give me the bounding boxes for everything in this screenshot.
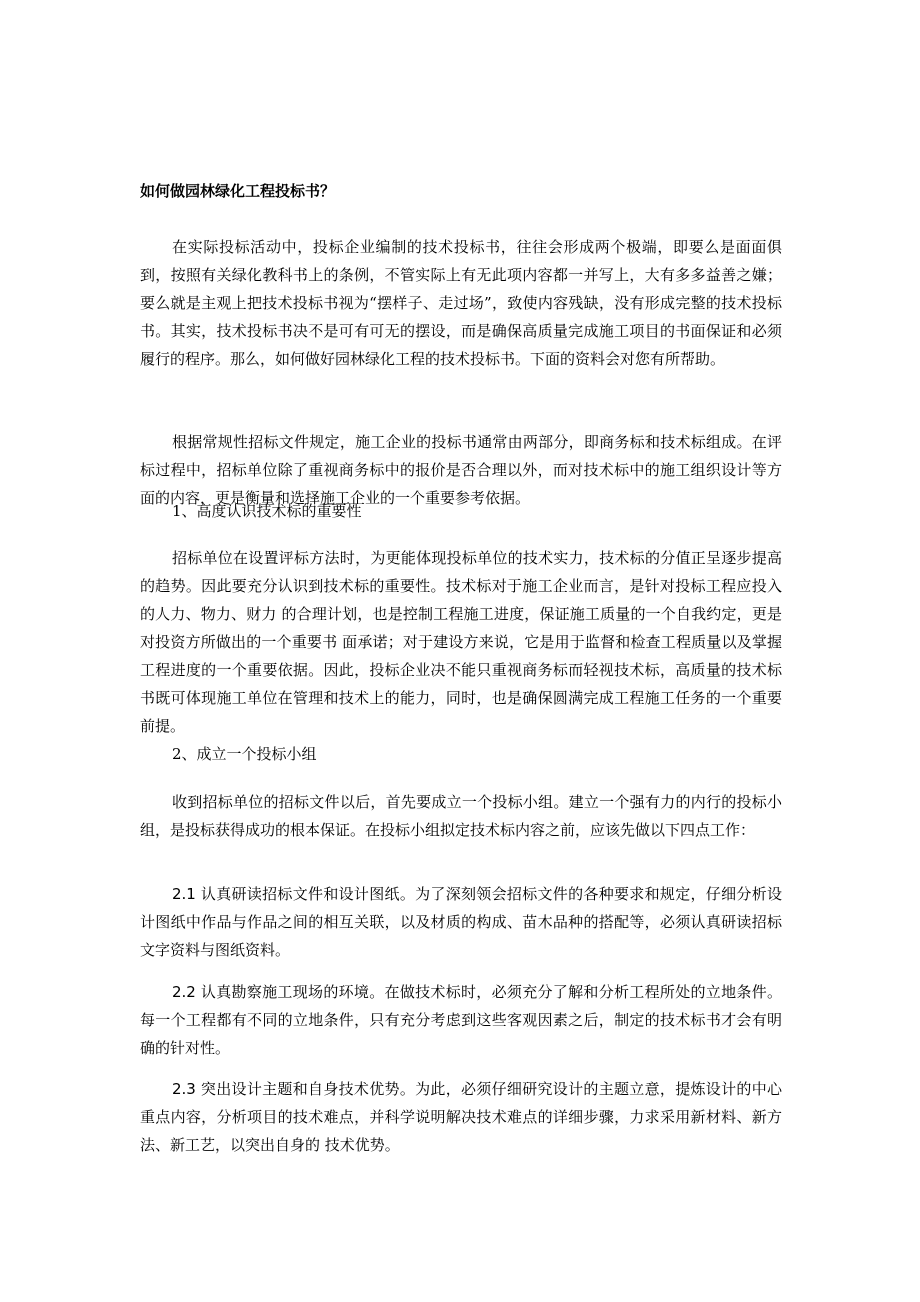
item-2-1-number: 2.1: [172, 885, 196, 903]
item-2-1-paragraph: [140, 880, 782, 964]
section-1-heading: 1、高度认识技术标的重要性: [172, 502, 362, 520]
intro-paragraph-2: 根据常规性招标文件规定，施工企业的投标书通常由两部分，即商务标和技术标组成。在评标过程中，招标单位除了重视商务标中的报价是否合理以外，而对技术标中的施工组织设计等方面的内容，更是衡量和选择施工企业的一个重要参考依据。: [140, 433, 782, 507]
item-2-2-paragraph: [140, 978, 782, 1062]
item-2-3-number: 2.3: [172, 1080, 196, 1098]
document-title: 如何做园林绿化工程投标书？: [140, 182, 336, 200]
item-2-1-text: 认真研读招标文件和设计图纸。为了深刻领会招标文件的各种要求和规定，仔细分析设计图纸中作品与作品之间的相互关联，以及材质的构成、苗木品种的搭配等，必须认真研读招标文字资料与图纸资料。: [140, 885, 782, 959]
section-2-heading: 2、成立一个投标小组: [172, 745, 317, 763]
item-2-2-text: 认真勘察施工现场的环境。在做技术标时，必须充分了解和分析工程所处的立地条件。每一个工程都有不同的立地条件，只有充分考虑到这些客观因素之后，制定的技术标书才会有明确的针对性。: [140, 983, 782, 1057]
item-2-3-text: 突出设计主题和自身技术优势。为此，必须仔细研究设计的主题立意，提炼设计的中心重点内容，分析项目的技术难点，并科学说明解决技术难点的详细步骤，力求采用新材料、新方法、新工艺，以突出自身的 技术优势。: [140, 1080, 782, 1154]
intro-paragraph-1: 在实际投标活动中，投标企业编制的技术投标书，往往会形成两个极端，即要么是面面俱到，按照有关绿化教科书上的条例，不管实际上有无此项内容都一并写上，大有多多益善之嫌；要么就是主观上把技术投标书视为“摆样子、走过场”，致使内容残缺，没有形成完整的技术投标书。其实，技术投标书决不是可有可无的摆设，而是确保高质量完成施工项目的书面保证和必须履行的程序。那么，如何做好园林绿化工程的技术投标书。下面的资料会对您有所帮助。: [140, 238, 782, 368]
section-2-paragraph: 收到招标单位的招标文件以后，首先要成立一个投标小组。建立一个强有力的内行的投标小组，是投标获得成功的根本保证。在投标小组拟定技术标内容之前，应该先做以下四点工作：: [140, 793, 782, 839]
section-1-paragraph: 招标单位在设置评标方法时，为更能体现投标单位的技术实力，技术标的分值正呈逐步提高的趋势。因此要充分认识到技术标的重要性。技术标对于施工企业而言，是针对投标工程应投入的人力、物力、财力 的合理计划，也是控制工程施工进度，保证施工质量的一个自我约定，更是对投资方所做出的一个重要书 面承诺；对于建设方来说，它是用于监督和检查工程质量以及掌握工程进度的一个重要依据。因此，投标企业决不能只重视商务标而轻视技术标，高质量的技术标书既可体现施工单位在管理和技术上的能力，同时，也是确保圆满完成工程施工任务的一个重要前提。: [140, 549, 782, 735]
item-2-3-paragraph: [140, 1075, 782, 1159]
item-2-2-number: 2.2: [172, 983, 196, 1001]
